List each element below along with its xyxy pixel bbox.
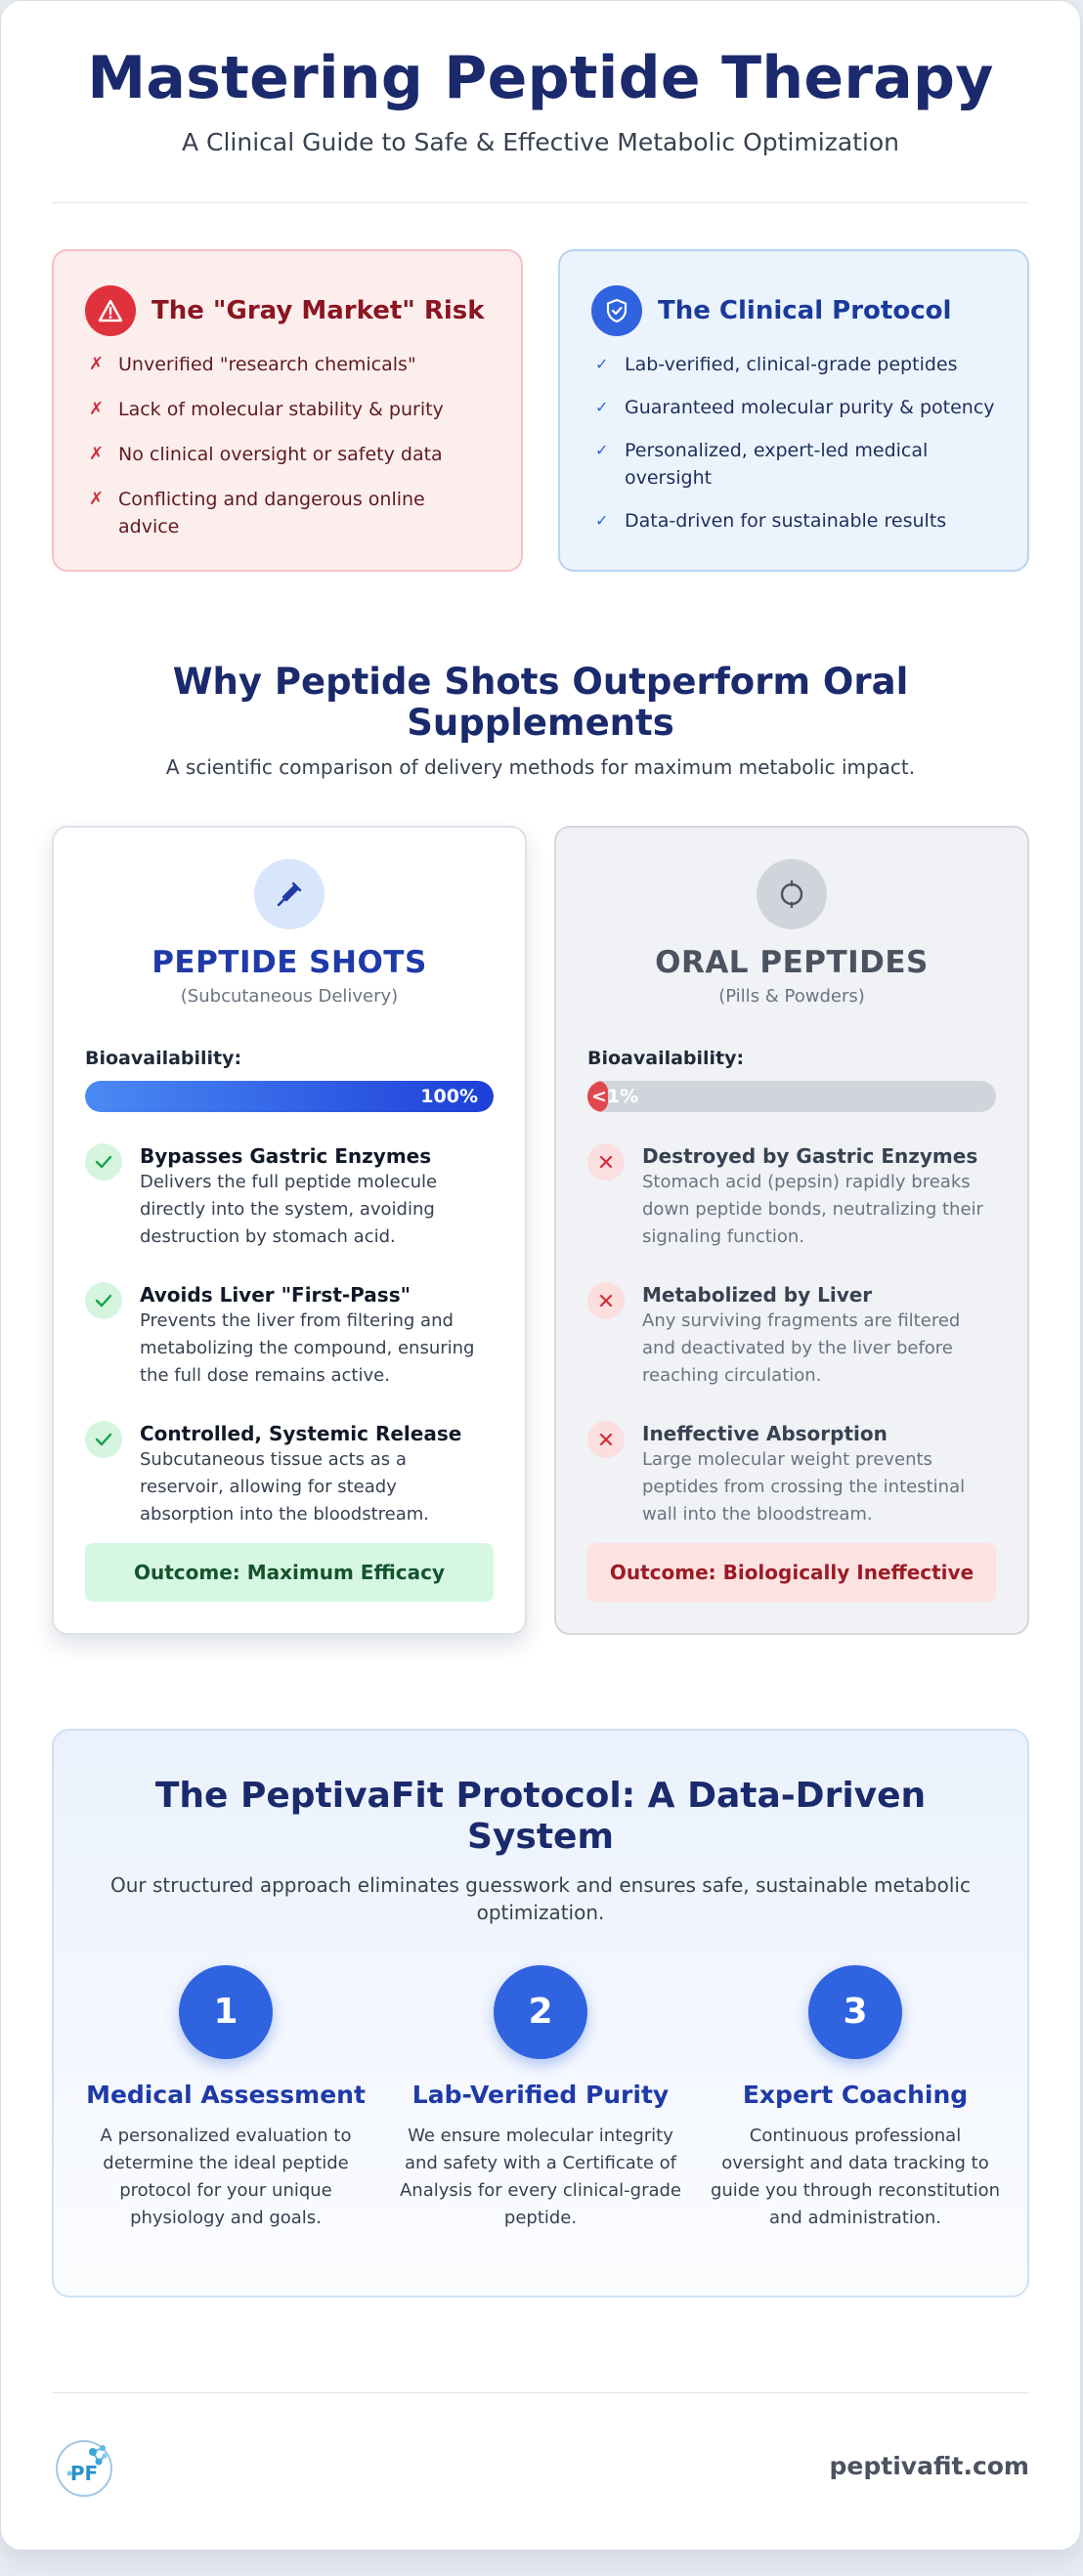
risk-list: [85, 351, 490, 540]
step-number: 1: [179, 1965, 273, 2059]
delivery-comparison: [52, 826, 1029, 1637]
list-item: ✓ Data-driven for sustainable results: [591, 507, 996, 535]
step-title: Expert Coaching: [742, 2081, 969, 2109]
shots-outcome: Outcome: Maximum Efficacy: [85, 1543, 494, 1602]
shield-check-icon: [591, 285, 642, 336]
list-item: ✗ Unverified "research chemicals": [85, 351, 490, 378]
list-item: ✓ Personalized, expert-led medical oversight: [591, 437, 996, 492]
step-desc: A personalized evaluation to determine the ideal peptide protocol for your unique physiology and goals.: [100, 2125, 352, 2228]
oral-bio-value: <1%: [591, 1086, 639, 1107]
page-title: Mastering Peptide Therapy: [87, 44, 994, 112]
step-title: Medical Assessment: [86, 2081, 366, 2109]
cross-icon: ✗: [89, 399, 105, 419]
oral-outcome: Outcome: Biologically Ineffective: [587, 1543, 996, 1602]
cross-icon: ✗: [89, 354, 105, 374]
warning-triangle-icon: [85, 285, 136, 336]
list-item: ✗ Lack of molecular stability & purity: [85, 396, 490, 423]
list-item: ✗ No clinical oversight or safety data: [85, 441, 490, 468]
shots-feature: Bypasses Gastric Enzymes Delivers the full peptide molecule directly into the system, avoiding destruction by stomach acid.: [85, 1143, 494, 1251]
step-desc: Continuous professional oversight and data tracking to guide you through reconstitution and administration.: [710, 2125, 1001, 2228]
check-icon: [85, 1143, 122, 1181]
check-icon: ✓: [595, 441, 609, 459]
peptide-shots-card: [52, 826, 527, 1635]
step-number: 3: [808, 1965, 902, 2059]
step-medical-assessment: [79, 1965, 372, 2232]
step-lab-verified-purity: [394, 1965, 687, 2232]
gray-market-risk-box: [52, 249, 523, 572]
oral-bioavailability-bar: [587, 1081, 996, 1112]
footer-site-link[interactable]: peptivafit.com: [829, 2452, 1029, 2480]
protocol-steps: [54, 1965, 1027, 2232]
x-icon: [587, 1421, 625, 1458]
check-icon: ✓: [595, 511, 609, 530]
header-divider: [52, 202, 1029, 203]
page-subtitle: A Clinical Guide to Safe & Effective Metabolic Optimization: [181, 128, 900, 156]
list-item: ✓ Guaranteed molecular purity & potency: [591, 394, 996, 421]
oral-title: ORAL PEPTIDES: [655, 945, 929, 980]
oral-peptides-card: [554, 826, 1029, 1635]
shots-subtitle: (Subcutaneous Delivery): [180, 986, 399, 1007]
protocol-list: [591, 351, 996, 535]
clinical-protocol-box: [558, 249, 1029, 572]
protocol-section-subtitle: Our structured approach eliminates guesswork and ensures safe, sustainable metabolic optimization.: [110, 1873, 971, 1924]
step-desc: We ensure molecular integrity and safety with a Certificate of Analysis for every clinical-grade peptide.: [399, 2125, 682, 2228]
why-subtitle: A scientific comparison of delivery methods for maximum metabolic impact.: [165, 755, 916, 779]
oral-feature: Ineffective Absorption Large molecular weight prevents peptides from crossing the intestinal wall into the bloodstream.: [587, 1421, 996, 1528]
header: [1, 1, 1080, 202]
step-number: 2: [494, 1965, 587, 2059]
shots-bio-label: Bioavailability:: [85, 1048, 242, 1069]
shots-feature: Avoids Liver "First-Pass" Prevents the liver from filtering and metabolizing the compound, ensuring the full dose remains active.: [85, 1282, 494, 1390]
step-expert-coaching: [709, 1965, 1002, 2232]
step-title: Lab-Verified Purity: [412, 2081, 670, 2109]
check-icon: [85, 1421, 122, 1458]
x-icon: [587, 1143, 625, 1181]
protocol-title: The Clinical Protocol: [658, 296, 952, 325]
shots-bio-value: 100%: [420, 1086, 478, 1107]
risk-title: The "Gray Market" Risk: [152, 296, 485, 325]
oral-subtitle: (Pills & Powders): [718, 986, 865, 1007]
oral-bio-label: Bioavailability:: [587, 1048, 745, 1069]
peptivafit-logo: [54, 2438, 114, 2499]
cross-icon: ✗: [89, 444, 105, 464]
list-item: ✗ Conflicting and dangerous online advice: [85, 486, 490, 540]
logo-text: PF: [69, 2462, 99, 2485]
check-icon: ✓: [595, 398, 609, 416]
check-icon: [85, 1282, 122, 1319]
protocol-section-title: The PeptivaFit Protocol: A Data-Driven System: [154, 1776, 927, 1857]
risk-vs-protocol: [52, 249, 1029, 572]
shots-title: PEPTIDE SHOTS: [152, 945, 427, 980]
footer-divider: [52, 2392, 1029, 2393]
syringe-icon: [254, 859, 325, 929]
check-icon: ✓: [595, 355, 609, 373]
why-title: Why Peptide Shots Outperform Oral Supplements: [172, 661, 909, 744]
shots-feature: Controlled, Systemic Release Subcutaneous tissue acts as a reservoir, allowing for steady absorption into the bloodstream.: [85, 1421, 494, 1528]
shots-bioavailability-bar: [85, 1081, 494, 1112]
peptivafit-protocol-section: [52, 1729, 1029, 2297]
cross-icon: ✗: [89, 489, 105, 509]
list-item: ✓ Lab-verified, clinical-grade peptides: [591, 351, 996, 378]
oral-feature: Metabolized by Liver Any surviving fragments are filtered and deactivated by the liver before reaching circulation.: [587, 1282, 996, 1390]
pill-capsule-icon: [757, 859, 827, 929]
oral-feature: Destroyed by Gastric Enzymes Stomach acid (pepsin) rapidly breaks down peptide bonds, neutralizing their signaling function.: [587, 1143, 996, 1251]
x-icon: [587, 1282, 625, 1319]
